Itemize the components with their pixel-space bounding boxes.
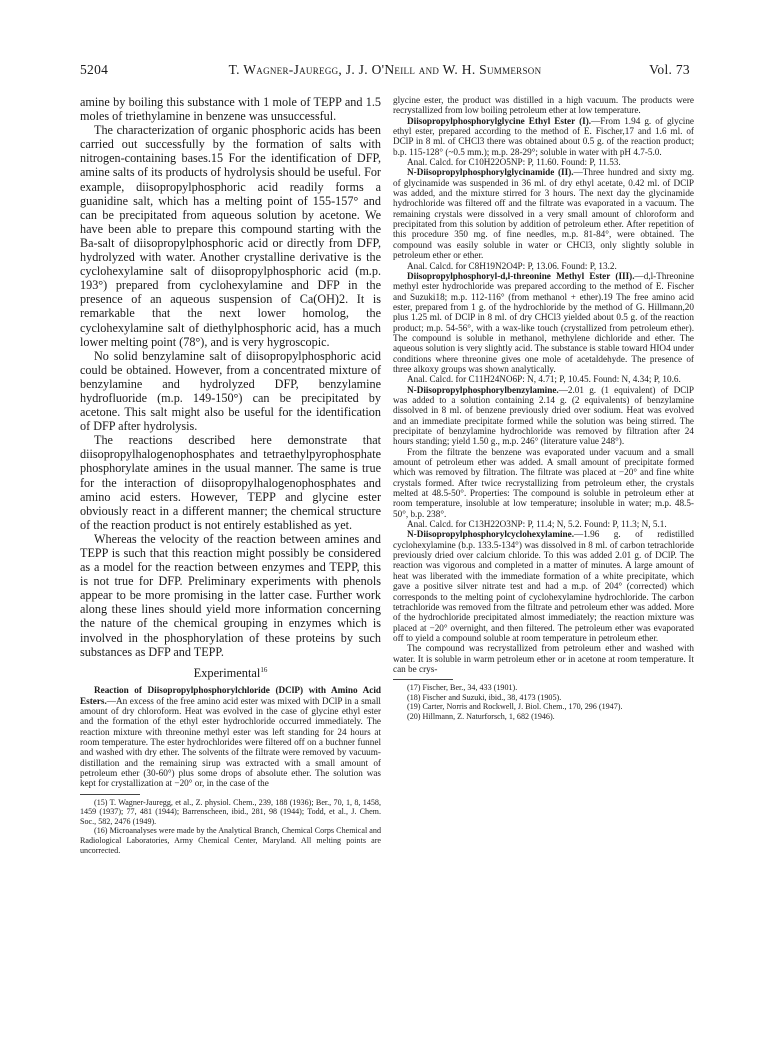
volume-label: Vol. 73	[649, 62, 690, 77]
page-number: 5204	[80, 62, 109, 77]
experimental-paragraph	[80, 685, 381, 788]
analysis-line: Anal. Calcd. for C8H19N2O4P: P, 13.06. Found: P, 13.2.	[407, 260, 617, 271]
analysis-line: Anal. Calcd. for C10H22O5NP: P, 11.60. Found: P, 11.53.	[407, 157, 621, 168]
footnote: (18) Fischer and Suzuki, ibid., 38, 4173 (1905).	[407, 692, 562, 702]
procedure-heading: Reaction of Diisopropylphosphorylchloride (DClP) with Amino Acid Esters.	[80, 685, 381, 706]
compound-heading: N-Diisopropylphosphorylglycinamide (II).	[407, 167, 574, 178]
compound-paragraph	[393, 271, 694, 374]
footnote-divider	[393, 679, 453, 680]
running-authors: T. Wagner-Jauregg, J. J. O'Neill and W. H. Summerson	[228, 62, 542, 77]
left-column	[80, 95, 381, 855]
footnote-divider	[80, 794, 140, 795]
compound-paragraph	[393, 529, 694, 643]
compound-text: —From 1.94 g. of glycine ethyl ester, prepared according to the method of E. Fischer,17 and 1.6 ml. of DClP in 8 ml. of CHCl3 there was obtained about 0.5 g. of the reaction product; b.p. 115-128° (~0.5 mm.); m.p. 28-29°; soluble in water with pH 4.7-5.0.	[393, 115, 694, 157]
section-note-ref: 16	[260, 665, 268, 674]
compound-heading: N-Diisopropylphosphorylbenzylamine.	[407, 384, 559, 395]
footnote: (20) Hillmann, Z. Naturforsch, 1, 682 (1946).	[407, 712, 555, 722]
compound-text: —Three hundred and sixty mg. of glycinamide was suspended in 36 ml. of dry ethyl acetate, 0.42 ml. of DClP was added, and the mixture stirred for 3 hours. The next day the glycinamide hydrochloride was filtered off and the filtrate was evaporated in a vacuum. The remaining crystals were dissolved in a very small amount of chloroform and precipitated from this solution by addition of petroleum ether. After repetition of this procedure 350 mg. of fine needles, m.p. 81-84°, were obtained. The compound was easily soluble in water or CHCl3, only slightly soluble in petroleum ether or ether.	[393, 167, 695, 261]
right-column	[393, 95, 694, 722]
footnote: (19) Carter, Norris and Rockwell, J. Biol. Chem., 170, 296 (1947).	[407, 702, 623, 712]
paragraph: Whereas the velocity of the reaction between amines and TEPP is such that this reaction might possibly be considered as a model for the reaction between enzymes and TEPP, this is not true for DFP. Preliminary experiments with phenols appear to be more promising in the latter case. Further work along these lines should yield more information concerning the nature of the chemical grouping in enzymes which is involved in the phosphorylation of these proteins by such substances as DFP and TEPP.	[80, 531, 381, 659]
footnote: (15) T. Wagner-Jauregg, et al., Z. physiol. Chem., 239, 188 (1936); Ber., 70, 1, 8, 1458, 1459 (1937); 77, 481 (1944); Barrenscheen, ibid., 281, 98 (1944); Todd, et al., J. Chem. Soc., 582, 2476 (1949).	[80, 797, 381, 826]
compound-heading: Diisopropylphosphoryl-d,l-threonine Methyl Ester (III).	[407, 270, 635, 281]
footnote: (17) Fischer, Ber., 34, 433 (1901).	[407, 683, 518, 693]
analysis-line: Anal. Calcd. for C11H24NO6P: N, 4.71; P, 10.45. Found: N, 4.34; P, 10.6.	[407, 374, 681, 385]
paragraph: amine by boiling this substance with 1 mole of TEPP and 1.5 moles of triethylamine in benzene was unsuccessful.	[80, 95, 381, 124]
compound-heading: Diisopropylphosphorylglycine Ethyl Ester (I).	[407, 115, 592, 126]
compound-text: —2.01 g. (1 equivalent) of DClP was added to a solution containing 2.14 g. (2 equivalents) of benzylamine dissolved in 8 ml. of benzene previously dried over sodium. Heat was evolved and an immediate precipitate formed while the solution was being stirred. The precipitate of benzylamine hydrochloride was removed by filtration after 24 hours standing; yield 1.50 g., m.p. 246° (literature value 248°).	[393, 384, 694, 447]
analysis-line: Anal. Calcd. for C13H22O3NP: P, 11.4; N, 5.2. Found: P, 11.3; N, 5.1.	[407, 519, 667, 530]
compound-paragraph	[393, 116, 694, 157]
section-title: Experimental	[193, 665, 261, 680]
compound-paragraph	[393, 167, 694, 260]
compound-paragraph	[393, 385, 694, 447]
procedure-text: —An excess of the free amino acid ester was mixed with DClP in a small amount of dry chloroform. Heat was evolved in the case of glycine ethyl ester and the formation of the ethyl ester hydrochloride occurred immediately. The reaction mixture with threonine methyl ester was left standing for 24 hours at room temperature. The ester hydrochlorides were filtered off on a buchner funnel and washed with dry ether. The solvents of the filtrate were removed by vacuum-distillation and the remaining sirup was extracted with a small amount of petroleum ether (30-60°) plus some drops of absolute ether. The solution was kept for crystallization at −20° or, in the case of the	[80, 695, 381, 789]
paragraph: glycine ester, the product was distilled in a high vacuum. The products were recrystallized from low boiling petroleum ether at low temperature.	[393, 95, 694, 116]
running-header	[80, 62, 690, 80]
paragraph: The characterization of organic phosphoric acids has been carried out successfully by the formation of salts with nitrogen-containing bases.15 For the identification of DFP, amine salts of its products of hydrolysis should be useful. For example, diisopropylphosphoric acid readily forms a guanidine salt, which has a melting point of 155-157° and can be precipitated from aqueous solution by acetone. We have been able to prepare this compound starting with the Ba-salt of diisopropylphosphoric acid or directly from DFP, hydrolyzed with water. Another crystalline derivative is the cyclohexylamine salt of diisopropylphosphoric acid (m.p. 193°) prepared from cyclohexylamine and DFP in the presence of an aqueous suspension of Ca(OH)2. It is remarkable that the next lower homolog, the cyclohexylamine salt of diethylphosphoric acid, has a much lower melting point (78°), and is very hygroscopic.	[80, 123, 381, 349]
paragraph: The compound was recrystallized from petroleum ether and washed with water. It is soluble in warm petroleum ether or in acetone at room temperature. It can be crys-	[393, 643, 694, 674]
section-heading	[80, 667, 381, 679]
paragraph: No solid benzylamine salt of diisopropylphosphoric acid could be obtained. However, from a concentrated mixture of benzylamine and hydrolyzed DFP, benzylamine hydrofluoride (m.p. 149-150°) can be precipitated by acetone. This salt might also be useful for the identification of DFP after hydrolysis.	[80, 348, 381, 434]
paragraph: The reactions described here demonstrate that diisopropylhalogenophosphates and tetraethylpyrophosphate phosphorylate amines in the usual manner. The same is true for the interaction of diisopropylhalogenophosphates and amino acid esters. However, TEPP and glycine ester obviously react in a different manner; the chemical structure of the reaction product is not entirely established as yet.	[80, 433, 381, 532]
compound-heading: N-Diisopropylphosphorylcyclohexylamine.	[407, 529, 575, 540]
compound-text: —1.96 g. of redistilled cyclohexylamine (b.p. 133.5-134°) was dissolved in 8 ml. of carbon tetrachloride previously dried over calcium chloride. To this was added 2.01 g. of DClP. The reaction was vigorous and completed in a matter of minutes. A large amount of heat was liberated with the immediate formation of a white precipitate, which gave a positive silver nitrate test and had a m.p. of 204° (corrected) which corresponds to the melting point of cyclohexylamine hydrochloride. The carbon tetrachloride was removed from the filtrate and petroleum ether was added. More of the hydrochloride precipitated almost immediately; the reaction mixture was placed at −20° overnight, and then filtered. The petroleum ether was evaporated off to yield a compound soluble at room temperature in petroleum ether.	[393, 529, 694, 643]
compound-text: —d,l-Threonine methyl ester hydrochloride was prepared according to the method of E. Fischer and Suzuki18; m.p. 112-116° (from methanol + ether).19 The free amino acid ester, prepared from 1 g. of the hydrochloride by the method of G. Hillmann,20 plus 1.25 ml. of DClP in 8 ml. of dry CHCl3 yielded about 0.5 g. of the reaction product; m.p. 54-56°, with a wax-like touch (crystallized from petroleum ether). The compound is soluble in methanol, methylene dichloride and ether. The aqueous solution is very slightly acid. The substance is stable toward HIO4 under conditions where threonine gives one mole of acetaldehyde. The presence of three alkoxy groups was shown analytically.	[393, 270, 694, 374]
footnote: (16) Microanalyses were made by the Analytical Branch, Chemical Corps Chemical and Radiological Laboratories, Army Chemical Center, Maryland. All melting points are uncorrected.	[80, 826, 381, 855]
paragraph: From the filtrate the benzene was evaporated under vacuum and a small amount of petroleum ether was added. A small amount of precipitate formed which was removed by filtration. The filtrate was placed at −20° and fine white crystals formed. After twice recrystallizing from petroleum ether, the crystals melted at 48.5-50°. Properties: The compound is soluble in petroleum ether at room temperature, insoluble at low temperature; insoluble in water; m.p. 48.5-50°, b.p. 238°.	[393, 446, 694, 519]
